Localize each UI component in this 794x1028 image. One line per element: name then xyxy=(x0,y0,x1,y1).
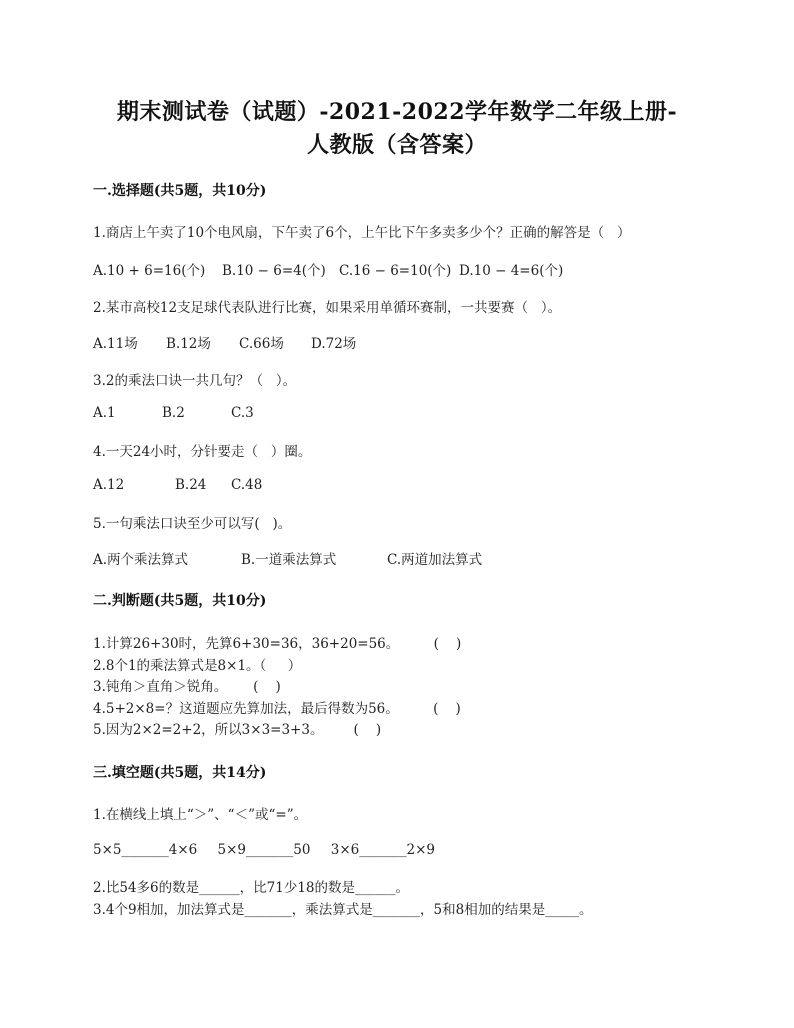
question-1-options xyxy=(93,259,563,279)
judgement-item-2: 2.8个1的乘法算式是8×1。（ ） xyxy=(93,658,302,674)
option-c: C.两道加法算式 xyxy=(387,552,483,568)
option-a: A.两个乘法算式 xyxy=(93,552,189,568)
question-1: 1.商店上午卖了10个电风扇，下午卖了6个，上午比下午多卖多少个？正确的解答是（ ） xyxy=(93,225,631,241)
option-a: A.12 xyxy=(93,477,125,493)
question-3-options xyxy=(93,405,254,421)
option-c: C.16 − 6=10(个) xyxy=(339,263,452,279)
document-title-line-2: 人教版（含答案） xyxy=(306,132,487,158)
question-5: 5.一句乘法口诀至少可以写( )。 xyxy=(93,516,292,532)
option-a: A.10 + 6=16(个) xyxy=(93,263,206,279)
section-heading-fill-blank: 三.填空题(共5题，共14分) xyxy=(93,765,267,781)
option-b: B.10 − 6=4(个) xyxy=(222,263,326,279)
question-2-options xyxy=(93,332,356,352)
judgement-item-1: 1.计算26+30时，先算6+30=36，36+20=56。 ( ) xyxy=(93,636,462,652)
fill-question-3: 3.4个9相加，加法算式是_______，乘法算式是_______，5和8相加的结果是_____。 xyxy=(93,902,593,918)
option-d: D.10 − 4=6(个) xyxy=(459,263,564,279)
fill-question-2: 2.比54多6的数是______，比71少18的数是______。 xyxy=(93,880,410,896)
option-c: C.66场 xyxy=(239,336,284,352)
section-heading-judgement: 二.判断题(共5题，共10分) xyxy=(93,593,267,609)
judgement-item-3: 3.钝角＞直角＞锐角。 ( ) xyxy=(93,679,281,695)
comparison-row xyxy=(93,842,451,858)
option-d: D.72场 xyxy=(311,336,357,352)
comparison-2: 5×9_______50 xyxy=(217,842,311,858)
option-a: A.11场 xyxy=(93,336,138,352)
question-2: 2.某市高校12支足球代表队进行比赛，如果采用单循环赛制，一共要赛（ ）。 xyxy=(93,300,562,316)
option-b: B.24 xyxy=(175,477,207,493)
option-b: B.一道乘法算式 xyxy=(241,552,337,568)
fill-question-1: 1.在横线上填上“＞”、“＜”或“=”。 xyxy=(93,807,308,823)
section-heading-choice: 一.选择题(共5题，共10分) xyxy=(93,183,267,199)
judgement-item-5: 5.因为2×2=2+2，所以3×3=3+3。 ( ) xyxy=(93,722,382,738)
option-b: B.12场 xyxy=(166,336,211,352)
judgement-item-4: 4.5+2×8=？这道题应先算加法，最后得数为56。 ( ) xyxy=(93,701,461,717)
option-c: C.3 xyxy=(231,405,254,421)
question-4: 4.一天24小时，分针要走（ ）圈。 xyxy=(93,444,312,460)
option-a: A.1 xyxy=(93,405,116,421)
question-3: 3.2的乘法口诀一共几句？（ ）。 xyxy=(93,373,297,389)
option-b: B.2 xyxy=(162,405,185,421)
document-title-line-1: 期末测试卷（试题）-2021-2022学年数学二年级上册- xyxy=(116,99,678,125)
question-4-options xyxy=(93,477,262,493)
question-5-options xyxy=(93,548,482,568)
comparison-3: 3×6_______2×9 xyxy=(330,842,435,858)
option-c: C.48 xyxy=(231,477,263,493)
comparison-1: 5×5_______4×6 xyxy=(93,842,198,858)
